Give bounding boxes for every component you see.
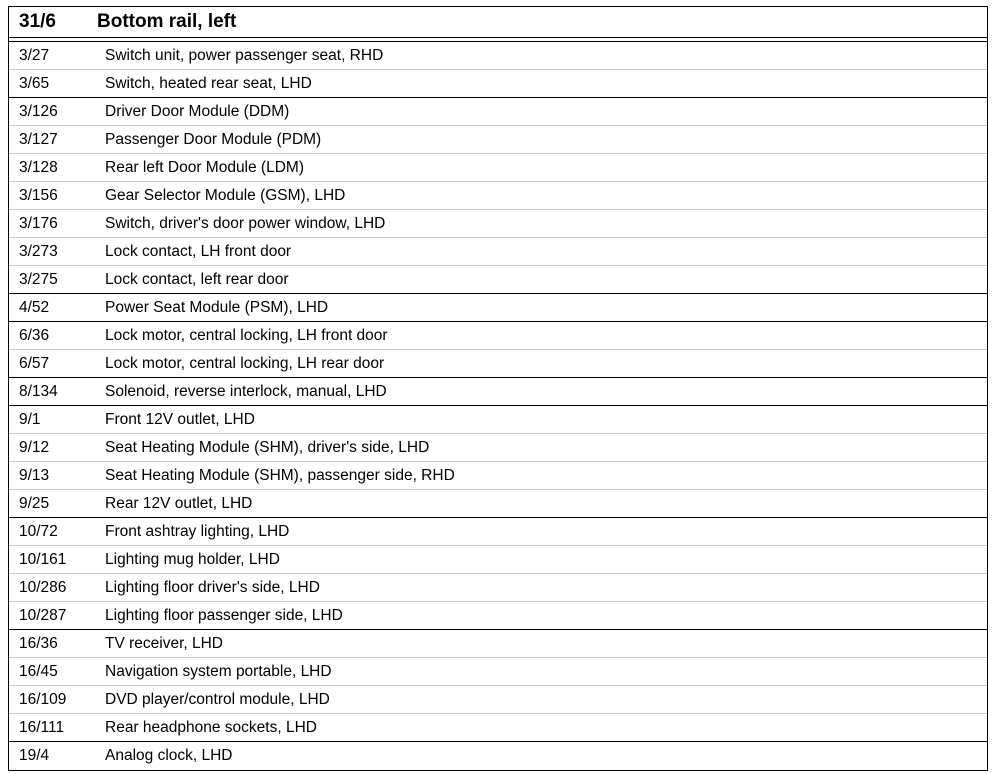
table-row: [9, 210, 987, 238]
table-row: [9, 546, 987, 574]
component-code: 3/176: [19, 214, 58, 232]
component-code: 3/156: [19, 186, 58, 204]
component-code: 16/36: [19, 634, 58, 652]
table-row: [9, 462, 987, 490]
table-row: [9, 658, 987, 686]
table-row: [9, 42, 987, 70]
component-description: Lighting floor passenger side, LHD: [105, 606, 343, 624]
table-row: [9, 70, 987, 98]
component-code: 16/45: [19, 662, 58, 680]
component-description: Lighting mug holder, LHD: [105, 550, 280, 568]
component-code: 16/111: [19, 718, 65, 736]
table-row: [9, 350, 987, 378]
table-row: [9, 630, 987, 658]
component-code: 3/27: [19, 46, 50, 64]
table-row: [9, 518, 987, 546]
table-row: [9, 182, 987, 210]
component-description: Lock motor, central locking, LH rear door: [105, 354, 385, 372]
component-description: Front 12V outlet, LHD: [105, 410, 255, 428]
component-description: Lock contact, left rear door: [105, 270, 289, 288]
component-description: Passenger Door Module (PDM): [105, 130, 322, 148]
table-row: [9, 714, 987, 742]
component-description: Lighting floor driver's side, LHD: [105, 578, 320, 596]
table-row: [9, 154, 987, 182]
component-code: 9/12: [19, 438, 50, 456]
component-code: 3/275: [19, 270, 58, 288]
component-code: 3/127: [19, 130, 58, 148]
table-row: [9, 238, 987, 266]
component-description: Gear Selector Module (GSM), LHD: [105, 186, 346, 204]
component-code: 6/57: [19, 354, 50, 372]
table-row: [9, 686, 987, 714]
component-description: Solenoid, reverse interlock, manual, LHD: [105, 382, 387, 400]
table-body: [9, 42, 987, 770]
component-code: 10/287: [19, 606, 67, 624]
component-description: Seat Heating Module (SHM), passenger side, RHD: [105, 466, 455, 484]
component-code: 4/52: [19, 298, 50, 316]
component-description: Front ashtray lighting, LHD: [105, 522, 290, 540]
component-description: Rear headphone sockets, LHD: [105, 718, 317, 736]
component-description: Switch, heated rear seat, LHD: [105, 74, 312, 92]
component-code: 19/4: [19, 747, 50, 764]
component-code: 3/126: [19, 102, 58, 120]
table-row: [9, 266, 987, 294]
component-description: Power Seat Module (PSM), LHD: [105, 298, 329, 316]
component-description: Seat Heating Module (SHM), driver's side, LHD: [105, 438, 430, 456]
table-row: [9, 98, 987, 126]
component-code: 10/161: [19, 550, 67, 568]
component-table: [8, 6, 988, 771]
component-code: 16/109: [19, 690, 67, 708]
component-description: Analog clock, LHD: [105, 747, 233, 764]
component-description: Rear 12V outlet, LHD: [105, 494, 253, 512]
header-title: Bottom rail, left: [97, 11, 237, 32]
table-row: [9, 322, 987, 350]
table-row: [9, 126, 987, 154]
component-code: 3/273: [19, 242, 58, 260]
component-code: 6/36: [19, 326, 50, 344]
table-row: [9, 434, 987, 462]
table-row: [9, 490, 987, 518]
component-code: 9/1: [19, 410, 41, 428]
table-header: [9, 7, 987, 38]
component-code: 10/72: [19, 522, 58, 540]
component-code: 10/286: [19, 578, 67, 596]
component-description: Lock motor, central locking, LH front door: [105, 326, 388, 344]
component-code: 9/13: [19, 466, 50, 484]
table-row: [9, 602, 987, 630]
component-code: 3/65: [19, 74, 50, 92]
component-description: Driver Door Module (DDM): [105, 102, 290, 120]
component-description: Switch, driver's door power window, LHD: [105, 214, 386, 232]
header-code: 31/6: [19, 11, 56, 32]
component-code: 3/128: [19, 158, 58, 176]
component-code: 8/134: [19, 382, 58, 400]
component-description: Lock contact, LH front door: [105, 242, 292, 260]
table-row: [9, 406, 987, 434]
component-description: TV receiver, LHD: [105, 634, 224, 652]
table-row: [9, 742, 987, 770]
component-code: 9/25: [19, 494, 50, 512]
component-description: Navigation system portable, LHD: [105, 662, 332, 680]
component-description: Switch unit, power passenger seat, RHD: [105, 46, 384, 64]
table-row: [9, 574, 987, 602]
table-row: [9, 378, 987, 406]
component-description: DVD player/control module, LHD: [105, 690, 330, 708]
table-row: [9, 294, 987, 322]
component-description: Rear left Door Module (LDM): [105, 158, 304, 176]
